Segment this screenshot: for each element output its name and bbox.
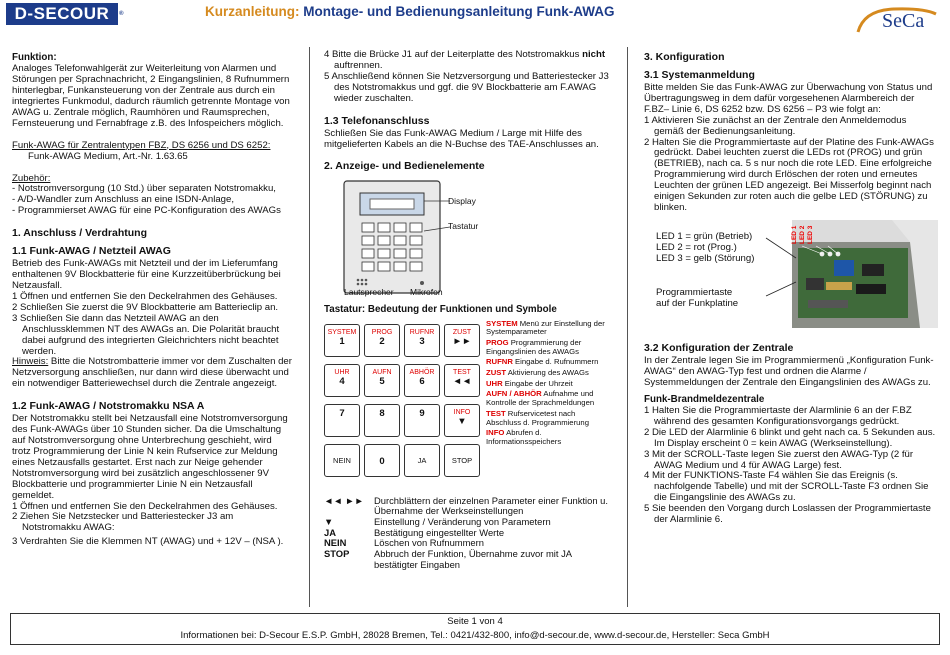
section-1-1-step: 2 Schließen Sie zuerst die 9V Blockbatterie am Batterieclip an. <box>12 301 279 313</box>
function-text: Abbruch der Funktion, Übernahme zuvor mit JA bestätigter Eingaben <box>374 548 572 570</box>
key-number: 6 <box>419 375 425 387</box>
legend-keyword: TEST <box>486 408 506 418</box>
legend-item <box>486 380 612 389</box>
legend-keyword: AUFN / ABHÖR <box>486 389 542 399</box>
legend-item <box>486 429 612 446</box>
column-right <box>644 52 936 526</box>
legend-keyword: SYSTEM <box>486 318 518 328</box>
key-label: AUFN <box>372 368 392 376</box>
keypad-section <box>324 320 612 492</box>
seca-logo-text: SeCa <box>882 10 925 32</box>
legend-text: Aufnahme und Kontrolle der Sprachmeldungen <box>486 389 595 408</box>
funktion-heading: Funktion: <box>12 52 57 63</box>
prog-label-line: Programmiertaste <box>656 287 733 298</box>
legend-item <box>486 410 612 427</box>
section-1-1-step: 3 Schließen Sie dann das Netzteil AWAG an den Anschlussklemmen NT des AWAGs an. Die Polarität braucht dabei aufgrund des integrierten Gleichrichters nicht beachtet werden. <box>12 312 280 357</box>
scroll-arrows-icon: ◄◄ ►► <box>324 494 364 506</box>
zubehoer-item: - Notstromversorgung (10 Std.) über separaten Notstromakku, <box>12 183 276 195</box>
section-1-heading: 1. Anschluss / Verdrahtung <box>12 227 147 240</box>
brand-step: 5 Sie beenden den Vorgang durch Loslassen der Programmiertaste der Alarmlinie 6. <box>644 503 931 526</box>
key-0 <box>364 444 400 477</box>
step-4-end: auftrennen. <box>334 59 383 71</box>
key-number: 1 <box>339 335 345 347</box>
photo-led-label: LED 3 <box>807 225 814 244</box>
led-line: LED 3 = gelb (Störung) <box>656 252 755 264</box>
pcb-image <box>792 220 938 328</box>
label-lautsprecher: Lautsprecher <box>344 287 394 298</box>
fuer-line-2: Funk-AWAG Medium, Art.-Nr. 1.63.65 <box>28 150 188 162</box>
tastatur-heading: Tastatur: Bedeutung der Funktionen und Symbole <box>324 304 557 316</box>
legend-item <box>486 369 612 378</box>
key-system <box>324 324 360 357</box>
legend-keyword: RUFNR <box>486 357 513 367</box>
key-label: PROG <box>371 328 393 336</box>
column-left <box>12 52 292 548</box>
section-3-1-heading: 3.1 Systemanmeldung <box>644 68 755 81</box>
function-row <box>324 496 612 517</box>
section-3-heading: 3. Konfiguration <box>644 51 725 63</box>
funktion-text: Analoges Telefonwahlgerät zur Weiterleitung von Alarmen und Störungen per Sprachnachricht, 2 Eingangslinien, 8 Rufnummern hinterlegbar, Funkansteuerung von der Zentrale aus durch ein integriertes Funkmodul, dadurch räumlich getrennte Montage von AWAG u. Zentrale möglich, Raumhören und Raumsprechen, Fernsteuerung und Fernabfrage z.B. des Infospeichers möglich. <box>12 63 290 129</box>
key-aufn <box>364 364 400 397</box>
key-number: 0 <box>379 455 385 467</box>
function-row <box>324 549 612 570</box>
key-label: ABHÖR <box>409 368 435 376</box>
pcb-photo <box>792 220 938 328</box>
function-text: Einstellung / Veränderung von Parametern <box>374 515 551 527</box>
key-zust <box>444 324 480 357</box>
key-7 <box>324 404 360 437</box>
hinweis-text: Bitte die Notstrombatterie immer vor dem Zuschalten der Netzversorgung anschließen, nur dann wird diese überwacht und ein notwendiger Batteriewechsel durch die Zentrale angezeigt. <box>12 356 292 390</box>
key-number: 9 <box>419 407 425 419</box>
function-descriptions <box>324 496 612 571</box>
key-rewind-icon: ◄◄ <box>452 375 472 387</box>
legend-text: Abrufen d. Informationsspeichers <box>486 428 562 446</box>
page-footer <box>10 613 940 645</box>
down-arrow-icon: ▼ <box>324 515 334 527</box>
legend-text: Rufservicetest nach Abschluss d. Programmierung <box>486 408 589 427</box>
document-title <box>205 4 614 19</box>
key-ja <box>404 444 440 477</box>
section-1-2-step: 3 Verdrahten Sie die Klemmen NT (AWAG) und + 12V – (NSA ). <box>12 536 284 548</box>
section-3-1-text: Bitte melden Sie das Funk-AWAG zur Überwachung von Status und Übertragungsweg in dem dafür vorgesehenen Alarmbereich der F.BZ– Linie 6, DS 6252 bzw. DS 6256 – P3 wie folgt an: <box>644 81 933 115</box>
section-1-3-heading: 1.3 Telefonanschluss <box>324 114 430 127</box>
key-uhr <box>324 364 360 397</box>
legend-text: Eingabe d. Rufnummern <box>512 357 599 367</box>
key-abhoer <box>404 364 440 397</box>
key-text: JA <box>417 455 427 465</box>
legend-keyword: ZUST <box>486 368 507 378</box>
hinweis-label: Hinweis: <box>12 356 49 368</box>
section-1-2-text: Der Notstromakku stellt bei Netzausfall eine Notstromversorgung des Funk-AWAGs über 10 Stunden sicher. Da die Umschaltung auf Notstromversorgung ohne Unterbrechung geschieht, wird trotz Programmierung der Linie N kein Rufservice zur Meldung eines Netzausfalls gestartet. Erst nach zur Neige gehender Notstromversorgung wird bei zusätzlich angeschlossener 9V Blockbatterie und programmierter Linie N ein Netzausfall gemeldet. <box>12 413 288 501</box>
key-9 <box>404 404 440 437</box>
function-text: Bestätigung eingestellter Werte <box>374 526 505 538</box>
key-stop <box>444 444 480 477</box>
key-test <box>444 364 480 397</box>
fuer-line-1: Funk-AWAG für Zentralentypen FBZ, DS 6256 und DS 6252: <box>12 139 271 151</box>
step-4-bold: nicht <box>582 49 606 60</box>
function-key: NEIN <box>324 537 347 549</box>
brand-step: 1 Halten Sie die Programmiertaste der Alarmlinie 6 an der F.BZ während des gesamten Konfigurationsvorgangs gedrückt. <box>644 404 912 427</box>
key-label: RUFNR <box>409 328 435 336</box>
key-nein <box>324 444 360 477</box>
function-key: JA <box>324 526 336 538</box>
device-diagram <box>324 179 612 299</box>
section-1-1-heading: 1.1 Funk-AWAG / Netzteil AWAG <box>12 245 171 258</box>
section-2-heading: 2. Anzeige- und Bedienelemente <box>324 160 485 173</box>
photo-led-label: LED 1 <box>791 225 798 244</box>
legend-keyword: PROG <box>486 337 509 347</box>
section-1-2-step: 2 Ziehen Sie Netzstecker und Batteriestecker J3 am Notstromakku AWAG: <box>12 511 234 534</box>
key-8 <box>364 404 400 437</box>
legend-text: Aktivierung des AWAGs <box>506 368 589 378</box>
key-number: 2 <box>379 335 385 347</box>
function-text: Löschen von Rufnummern <box>374 537 484 549</box>
key-label: SYSTEM <box>327 328 357 336</box>
d-secour-logo <box>6 3 124 25</box>
brand-step: 3 Mit der SCROLL-Taste legen Sie zuerst den AWAG-Typ (2 für AWAG Medium und 4 für AWAG Large) fest. <box>644 448 914 471</box>
section-3-2-text: In der Zentrale legen Sie im Programmiermenü „Konfiguration Funk-AWAG“ den AWAG-Typ fest und ordnen die Alarme / Systemmeldungen der Zentrale den Eingangslinien des AWAGs zu. <box>644 354 934 388</box>
key-rufnr <box>404 324 440 357</box>
led-line: LED 1 = grün (Betrieb) <box>656 231 753 242</box>
photo-led-label: LED 2 <box>799 225 806 244</box>
page-number: Seite 1 von 4 <box>447 616 503 627</box>
section-1-2-heading: 1.2 Funk-AWAG / Notstromakku NSA A <box>12 400 205 413</box>
section-1-3-text: Schließen Sie das Funk-AWAG Medium / Large mit Hilfe des mitgelieferten Kabels an die N-Buchse des TAE-Anschlusses an. <box>324 127 599 150</box>
prog-label-line: auf der Funkplatine <box>656 297 739 309</box>
key-number: 7 <box>339 407 345 419</box>
function-text: Durchblättern der einzelnen Parameter einer Funktion u. Übernahme der Werkseinstellungen <box>374 494 608 517</box>
title-rest: Montage- und Bedienungsanleitung Funk-AWAG <box>299 4 615 19</box>
key-number: 4 <box>339 375 345 387</box>
section-3-2-heading: 3.2 Konfiguration der Zentrale <box>644 342 794 354</box>
key-number: 8 <box>379 407 385 419</box>
seca-logo <box>854 6 938 36</box>
legend-item <box>486 320 612 337</box>
keypad <box>324 324 482 484</box>
label-display: Display <box>448 196 476 207</box>
column-middle <box>324 50 612 571</box>
column-divider <box>309 47 310 607</box>
key-label: ZUST <box>452 328 472 336</box>
zubehoer-item: - A/D-Wandler zum Anschluss an eine ISDN-Anlage, <box>12 194 234 206</box>
step-5: 5 Anschließend können Sie Netzversorgung und Batteriestecker J3 des Notstromakkus und ggf. die 9V Blockbatterie am F.AWAG wieder zuschalten. <box>324 70 609 104</box>
function-key: STOP <box>324 548 350 560</box>
key-label: TEST <box>453 368 471 376</box>
key-info <box>444 404 480 437</box>
section-1-2-step: 1 Öffnen und entfernen Sie den Deckelrahmen des Gehäuses. <box>12 500 278 512</box>
brand-heading: Funk-Brandmeldezentrale <box>644 393 765 405</box>
legend-text: Programmierung der Eingangslinien des AWAGs <box>486 337 582 356</box>
brand-step: 2 Die LED der Alarmlinie 6 blinkt und geht nach ca. 5 Sekunden aus. Im Display erscheint 0 = kein AWAG (Werkseinstellung). <box>644 426 936 449</box>
footer-info: Informationen bei: D-Secour E.S.P. GmbH, 28028 Bremen, Tel.: 0421/432-800, info@d-secour.de, www.d-secour.de, Hersteller: Seca GmbH <box>180 630 770 641</box>
section-1-1-step: 1 Öffnen und entfernen Sie den Deckelrahmen des Gehäuses. <box>12 290 278 302</box>
key-number: 5 <box>379 375 385 387</box>
section-1-1-text: Betrieb des Funk-AWAGs mit Netzteil und der im Lieferumfang enthaltenen 9V Blockbatterie für eine Kurzzeitüberbrückung bei Netzausfall. <box>12 258 281 291</box>
brand-step: 4 Mit der FUNKTIONS-Taste F4 wählen Sie das Ereignis (s. nachfolgende Tabelle) und mit der SCROLL-Taste F3 ordnen Sie die Eingangslinie des AWAGs zu. <box>644 470 929 504</box>
key-label: UHR <box>334 368 350 376</box>
key-text: STOP <box>451 455 473 465</box>
title-highlight: Kurzanleitung: <box>205 4 300 19</box>
label-tastatur: Tastatur <box>448 221 479 232</box>
legend-text: Eingabe der Uhrzeit <box>502 378 573 388</box>
d-secour-logo-text: D-SECOUR <box>14 4 110 23</box>
page-header <box>0 0 950 42</box>
pcb-photo-section <box>644 220 936 332</box>
legend-keyword: INFO <box>486 428 505 438</box>
key-text: NEIN <box>333 455 351 465</box>
section-3-1-step: 2 Halten Sie die Programmiertaste auf der Platine des Funk-AWAGs gedrückt. Dabei leuchten zuerst die LEDs rot (PROG) und grün (BETRIEB), nach ca. 5 s nur noch die rote LED. Eine erfolgreiche Programmierung wird durch Erlöschen der roten und erneutes Leuchten der grünen LED angezeigt. Bei Misserfolg beginnt nach einigen Sekunden zur roten auch die gelbe LED (STÖRUNG) zu blinken. <box>644 136 934 214</box>
label-mikrofon: Mikrofon <box>410 287 443 298</box>
key-prog <box>364 324 400 357</box>
key-forward-icon: ►► <box>452 335 472 347</box>
zubehoer-heading: Zubehör: <box>12 172 51 184</box>
legend-text: Menü zur Einstellung der Systemparameter <box>486 318 605 337</box>
legend-item <box>486 390 612 407</box>
section-3-1-step: 1 Aktivieren Sie zunächst an der Zentrale den Anmeldemodus gemäß der Bedienungsanleitung. <box>644 114 907 137</box>
column-divider <box>627 47 628 607</box>
zubehoer-item: - Programmierset AWAG für eine PC-Konfiguration des AWAGs <box>12 205 281 217</box>
step-4 <box>324 50 612 72</box>
step-4-text: 4 Bitte die Brücke J1 auf der Leiterplatte des Notstromakkus <box>324 49 583 60</box>
key-number: 3 <box>419 335 425 347</box>
keypad-legend <box>486 320 612 449</box>
legend-item <box>486 339 612 356</box>
key-label: INFO <box>453 408 471 416</box>
led-line: LED 2 = rot (Prog.) <box>656 241 737 253</box>
legend-keyword: UHR <box>486 378 503 388</box>
key-down-icon: ▼ <box>457 415 467 427</box>
photo-pointer-lines <box>644 220 796 328</box>
registered-mark: ® <box>119 11 124 17</box>
hinweis-paragraph <box>12 357 292 390</box>
legend-item <box>486 358 612 367</box>
